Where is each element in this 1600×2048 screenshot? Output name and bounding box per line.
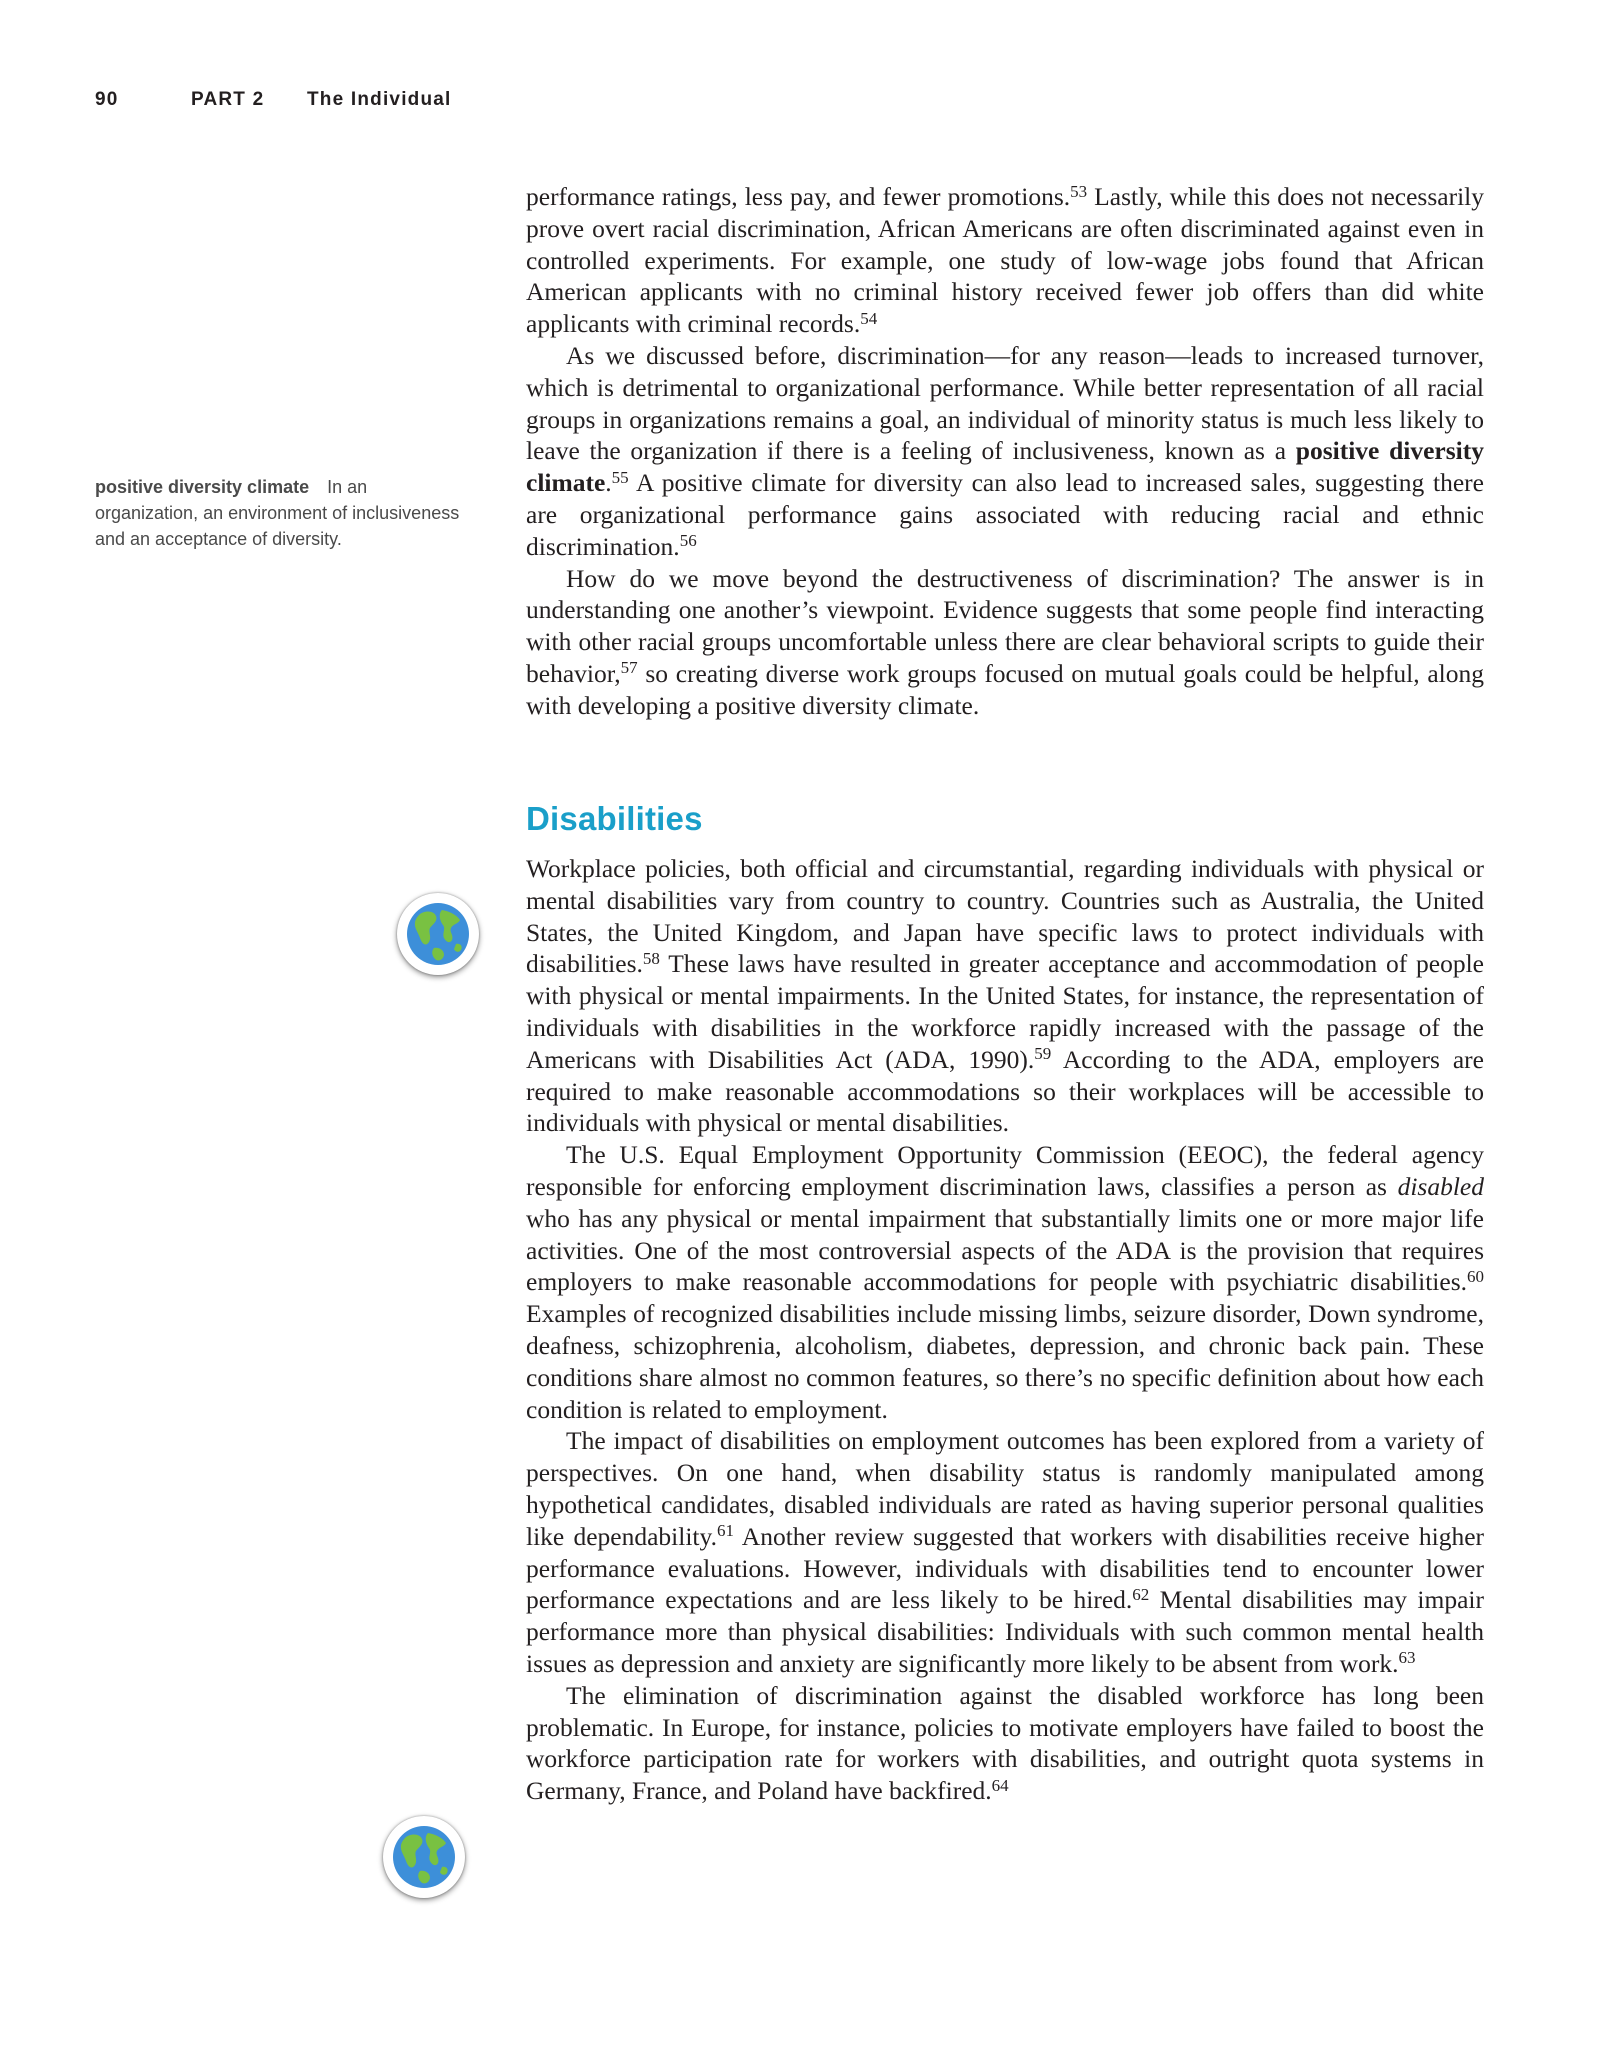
text-run: Mental disabilities may impair performance more than physical disabilities: Individuals with such common mental health issues as depression and anxiety are significantly more likely to be absent from work.	[526, 1585, 1484, 1678]
footnote-ref: 58	[642, 948, 660, 968]
paragraph	[526, 1139, 1484, 1425]
part-label: PART 2	[191, 89, 265, 110]
text-run: As we discussed before, discrimination—for any reason—leads to increased turnover, which is detrimental to organizational performance. While better representation of all racial groups in organizations remains a goal, an individual of minority status is much less likely to leave the organization if there is a feeling of inclusiveness, known as a	[526, 340, 1484, 466]
paragraph	[526, 181, 1484, 340]
paragraph	[526, 853, 1484, 1139]
key-term: positive diversity climate	[526, 436, 1484, 498]
body-text-disabilities	[526, 853, 1484, 1807]
running-head	[95, 89, 452, 111]
paragraph	[526, 1680, 1484, 1807]
globe-icon	[383, 1816, 465, 1898]
text-run: The U.S. Equal Employment Opportunity Commission (EEOC), the federal agency responsible for enforcing employment discrimination laws, classifies a person as	[526, 1140, 1484, 1201]
body-text-top	[526, 181, 1484, 722]
text-run: How do we move beyond the destructiveness of discrimination? The answer is in understanding one another’s viewpoint. Evidence suggests that some people find interacting with other racial groups uncomfortable unless there are clear behavioral scripts to guide their behavior,	[526, 563, 1484, 688]
italic-term: disabled	[1397, 1171, 1484, 1201]
paragraph	[526, 563, 1484, 722]
text-run: who has any physical or mental impairment that substantially limits one or more major life activities. One of the most controversial aspects of the ADA is the provision that requires employers to make reasonable accommodations for people with psychiatric disabilities.	[526, 1203, 1484, 1297]
definition-term: positive diversity climate	[95, 477, 310, 497]
margin-definition	[95, 474, 467, 552]
text-run: Workplace policies, both official and circumstantial, regarding individuals with physical or mental disabilities vary from country to country. Countries such as Australia, the United States, the United Kingdom, and Japan have specific laws to protect individuals with disabilities.	[526, 854, 1484, 979]
paragraph	[526, 340, 1484, 563]
text-run: so creating diverse work groups focused on mutual goals could be helpful, along with developing a positive diversity climate.	[526, 658, 1484, 720]
footnote-ref: 54	[860, 308, 878, 328]
page-number: 90	[95, 89, 119, 110]
text-run: The impact of disabilities on employment outcomes has been explored from a variety of perspectives. On one hand, when disability status is randomly manipulated among hypothetical candidates, disabled individuals are rated as having superior personal qualities like dependability.	[526, 1426, 1484, 1551]
paragraph	[526, 1425, 1484, 1679]
text-run: A positive climate for diversity can also lead to increased sales, suggesting there are organizational performance gains associated with reducing racial and ethnic discrimination.	[526, 468, 1484, 561]
footnote-ref: 63	[1398, 1648, 1416, 1668]
text-run: Examples of recognized disabilities include missing limbs, seizure disorder, Down syndrome, deafness, schizophrenia, alcoholism, diabetes, depression, and chronic back pain. These conditions share almost no common features, so there’s no specific definition about how each condition is related to employment.	[526, 1299, 1484, 1424]
text-run: performance ratings, less pay, and fewer promotions.	[526, 182, 1071, 211]
text-run: These laws have resulted in greater acceptance and accommodation of people with physical or mental impairments. In the United States, for instance, the representation of individuals with disabilities in the workforce rapidly increased with the passage of the Americans with Disabilities Act (ADA, 1990).	[526, 949, 1484, 1074]
footnote-ref: 61	[716, 1521, 734, 1541]
text-run: According to the ADA, employers are required to make reasonable accommodations so their workplaces will be accessible to individuals with physical or mental disabilities.	[526, 1044, 1484, 1138]
text-run: .	[605, 468, 612, 498]
part-title: The Individual	[307, 89, 452, 110]
footnote-ref: 57	[620, 658, 638, 678]
footnote-ref: 55	[611, 467, 629, 487]
text-run: Another review suggested that workers with disabilities receive higher performance evaluations. However, individuals with disabilities tend to encounter lower performance expectations and are less likely to be hired.	[526, 1521, 1485, 1615]
footnote-ref: 59	[1034, 1044, 1052, 1064]
text-run: Lastly, while this does not necessarily prove overt racial discrimination, African Americans are often discriminated against even in controlled experiments. For example, one study of low-wage jobs found that African American applicants with no criminal history received fewer job offers than did white applicants with criminal records.	[526, 182, 1485, 339]
footnote-ref: 53	[1070, 181, 1088, 201]
footnote-ref: 62	[1132, 1584, 1150, 1604]
text-run: The elimination of discrimination against the disabled workforce has long been problematic. In Europe, for instance, policies to motivate employers have failed to boost the workforce participation rate for workers with disabilities, and outright quota systems in Germany, France, and Poland have backfired.	[526, 1680, 1484, 1806]
footnote-ref: 56	[679, 531, 697, 551]
definition-text: In an organization, an environment of inclusiveness and an acceptance of diversity.	[95, 477, 460, 549]
globe-icon	[397, 893, 479, 975]
section-heading: Disabilities	[526, 800, 703, 837]
footnote-ref: 60	[1467, 1266, 1484, 1286]
footnote-ref: 64	[991, 1775, 1009, 1795]
